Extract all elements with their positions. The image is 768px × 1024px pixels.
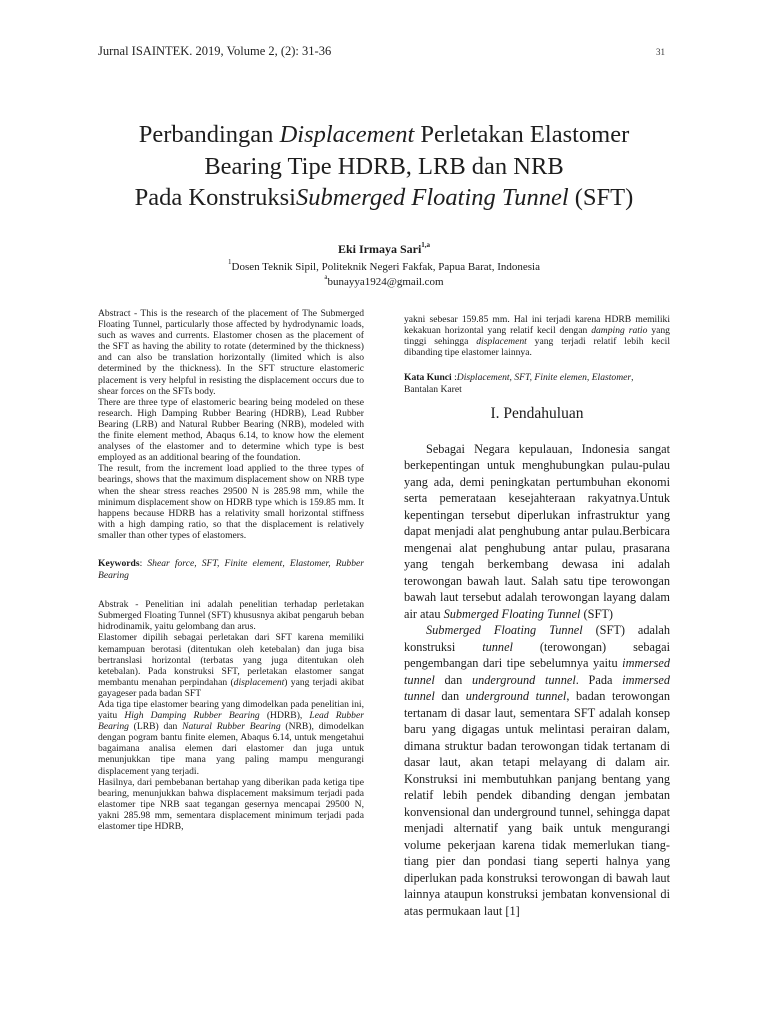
- abstract-id-p1: Abstrak - Penelitian ini adalah penelitian terhadap perletakan Submerged Floating Tunnel (SFT) khususnya akibat pengaruh beban hidrodinamik, yaitu gelombang dan arus.: [98, 599, 364, 633]
- running-head: Jurnal ISAINTEK. 2019, Volume 2, (2): 31-36: [98, 44, 332, 58]
- intro-paragraph-2: Submerged Floating Tunnel (SFT) adalah konstruksi tunnel (terowongan) sebagai pengembangan dari tipe sebelumnya yaitu immersed tunnel dan underground tunnel. Pada immersed tunnel dan underground tunnel, badan terowongan tertanam di dasar laut, sementara SFT adalah konsep baru yang digagas untuk melintasi perairan dalam, dimana struktur badan terowongan tidak tertanam di dasar laut, akan tetapi melayang di dalam air. Konstruksi ini membutuhkan panjang bentang yang relatif lebih pendek dibanding dengan jembatan konvensional dan underground tunnel, sehingga dapat menjadi alternatif yang baik untuk mengurangi volume pekerjaan karena tidak memerlukan tiang-tiang pier dan pondasi tiang seperti halnya yang diperlukan pada konstruksi terowongan di bawah laut lainnya ataupun konstruksi jembatan konvensional di atas permukaan laut [1]: [404, 623, 670, 918]
- title-line-2: Bearing Tipe HDRB, LRB dan NRB: [204, 152, 564, 180]
- author-name: Eki Irmaya Sari$^{1,a}$: [337, 241, 431, 256]
- section-heading-pendahuluan: I. Pendahuluan: [490, 404, 584, 422]
- abstract-en-p1: Abstract - This is the research of the placement of The Submerged Floating Tunnel, particularly those affected by hydrodynamic loads, such as waves and currents. Elastomer chosen as the placement of the SFT as having the ability to rotate (determined by the thickness) and can also be translation horizontally (limited which is also determined by the thickness). In the SFT structure elastomeric placement is very helpful in resisting the displacement occurs due to shear forces on the SFTs body.: [98, 308, 364, 397]
- intro-paragraph-1: Sebagai Negara kepulauan, Indonesia sangat berkepentingan untuk menghubungkan pulau-pulau yang ada, demi peningkatan pertumbuhan ekonomi serta pemerataan kesejahteraan rakyatnya.Untuk kepentingan tersebut diperlukan infrastruktur yang dapat menjadi alat penghubung antar pulau.Berbicara mengenai alat penghubung antar pulau, prasarana yang tengah berkembang dewasa ini adalah terowongan bawah laut. Salah satu tipe terowongan bawah laut tersebut adalah terowongan layang dalam air atau Submerged Floating Tunnel (SFT): [404, 441, 670, 621]
- paper-title: [60, 119, 708, 214]
- keywords: Keywords: Shear force, SFT, Finite element, Elastomer, Rubber Bearing: [98, 557, 364, 581]
- abstract-id-p4: Hasilnya, dari pembebanan bertahap yang diberikan pada ketiga tipe bearing, menunjukkan bahwa displacement maksimum terjadi pada elastomer tipe NRB saat tegangan gesernya mencapai 29500 N, yakni 285.98 mm, sementara displacement minimum terjadi pada elastomer tipe HDRB,: [98, 776, 364, 833]
- abstract-id-continued: yakni sebesar 159.85 mm. Hal ini terjadi karena HDRB memiliki kekakuan horizontal yang relatif kecil dengan damping ratio yang tinggi sehingga displacement yang terjadi relatif lebih kecil dibanding tipe elastomer lainnya.: [404, 314, 670, 359]
- kata-kunci: Kata Kunci :Displacement, SFT, Finite elemen, Elastomer, Bantalan Karet: [404, 372, 634, 395]
- left-column: [98, 308, 364, 832]
- abstract-id-p2: Elastomer dipilih sebagai perletakan dari SFT karena memiliki kemampuan berotasi (ditentukan oleh ketebalan) dan juga bisa bertranslasi horizontal (terbatas yang juga ditentukan oleh ketebalan). Pada konstruksi SFT, perletakan elastomer sangat membantu menahan perpindahan (displacement) yang terjadi akibat gayageser pada badan SFT: [98, 632, 365, 699]
- title-line-1: Perbandingan Displacement Perletakan Elastomer: [138, 121, 630, 148]
- abstract-en-p2: There are three type of elastomeric bearing being modeled on these research. High Damping Rubber Bearing (HDRB), Lead Rubber Bearing (LRB) and Natural Rubber Bearing (NRB), modeled with the finite element method, Abaqus 6.14, to know how the element analyses of the elastomer and to determine which type is best employed as an additional bearing of the foundation.: [98, 396, 364, 464]
- author-email: $^a$bunayya1924@gmail.com: [324, 273, 444, 288]
- abstract-id-p3: Ada tiga tipe elastomer bearing yang dimodelkan pada penelitian ini, yaitu High Damping Rubber Bearing (HDRB), Lead Rubber Bearing (LRB) dan Natural Rubber Bearing (NRB), dimodelkan dengan pogram bantu finite elemen, Abaqus 6.14, untuk mengetahui bagaimana analisa elemen dari elastomer dan juga untuk menunjukkan tipe mana yang paling mampu mengurangi displacement yang terjadi.: [98, 699, 364, 777]
- author-affiliation: $^1$Dosen Teknik Sipil, Politeknik Negeri Fakfak, Papua Barat, Indonesia: [228, 258, 540, 273]
- title-line-3: Pada KonstruksiSubmerged Floating Tunnel (SFT): [134, 184, 634, 211]
- abstract-en-p3: The result, from the increment load applied to the three types of bearings, shows that the maximum displacement show on NRB type when the shear stress reaches 29500 N is 285.98 mm, while the minimum displacement show on HDRB type which is 159.85 mm. It happens because HDRB has a relativity small horizontal stiffness with a high damping ratio, so that the displacement is relatively smaller than other types of elastomers.: [98, 463, 364, 541]
- right-column: [404, 314, 670, 919]
- page-number: 31: [656, 47, 665, 57]
